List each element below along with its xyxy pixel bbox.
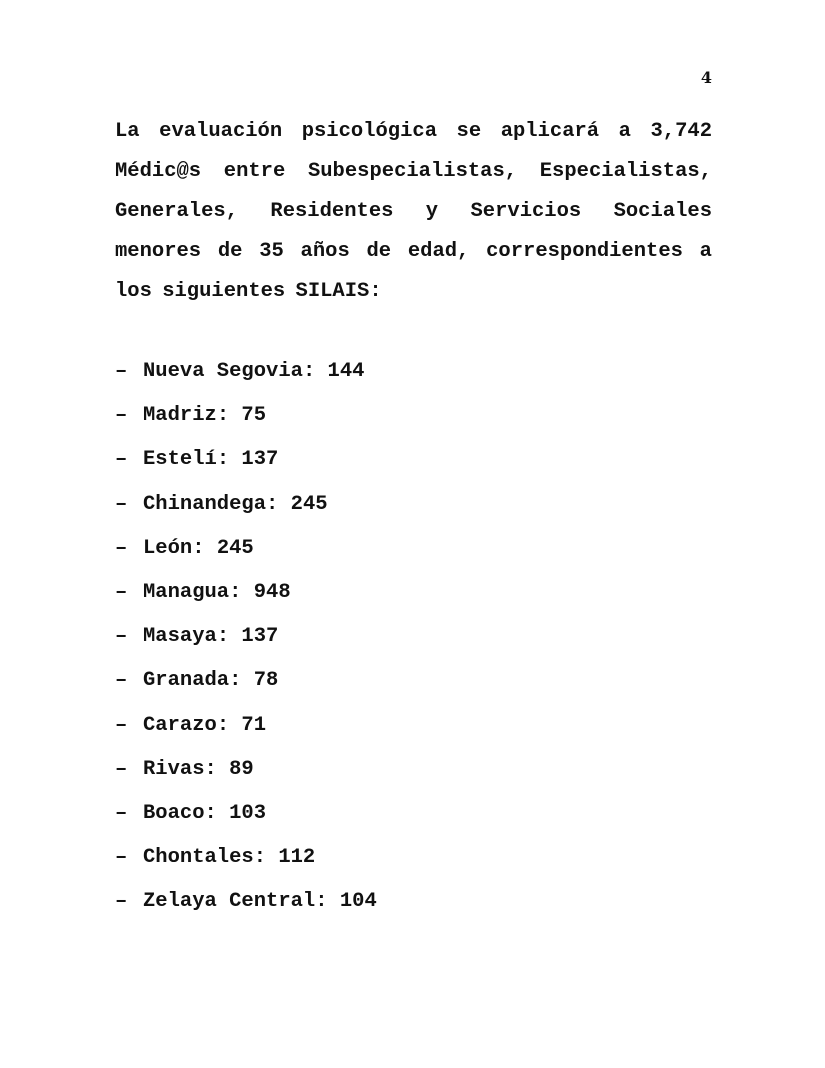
silais-count: 137	[241, 448, 279, 472]
list-item: – Madriz: 75	[115, 394, 712, 438]
silais-name: Managua	[143, 580, 230, 604]
list-bullet: –	[115, 360, 128, 383]
list-item: – Chontales: 112	[115, 836, 712, 880]
silais-count: 245	[290, 492, 328, 516]
list-bullet: –	[115, 801, 128, 825]
list-item: – Masaya: 137	[115, 615, 712, 659]
silais-name: Carazo	[143, 713, 217, 737]
silais-list	[115, 350, 712, 924]
list-item: – Granada: 78	[115, 659, 712, 703]
silais-name: Nueva Segovia	[143, 360, 303, 383]
list-bullet: –	[115, 492, 128, 516]
list-bullet: –	[115, 669, 128, 693]
silais-count: 245	[216, 536, 254, 560]
intro-paragraph: La evaluación psicológica se aplicará a 3,742 Médic@s entre Subespecialistas, Especialistas, Generales, Residentes y Servicios Sociales menores de 35 años de edad, correspondientes a los siguientes SILAIS:	[115, 120, 712, 303]
silais-name: Madriz	[143, 404, 217, 428]
list-item: – Zelaya Central: 104	[115, 880, 712, 924]
list-item: – Estelí: 137	[115, 438, 712, 482]
silais-count: 112	[278, 846, 316, 870]
document-body	[115, 112, 712, 924]
silais-count: 75	[241, 404, 267, 428]
list-item: – Nueva Segovia: 144	[115, 350, 712, 394]
silais-name: León	[143, 536, 193, 560]
silais-name: Chontales	[143, 846, 254, 870]
list-bullet: –	[115, 448, 128, 472]
page-number: 4	[700, 68, 712, 87]
list-item: – Boaco: 103	[115, 792, 712, 836]
list-bullet: –	[115, 890, 128, 914]
silais-name: Chinandega	[143, 492, 267, 516]
silais-name: Granada	[143, 669, 230, 693]
silais-count: 71	[241, 713, 267, 737]
silais-name: Estelí	[143, 448, 217, 472]
list-bullet: –	[115, 713, 128, 737]
list-bullet: –	[115, 757, 128, 781]
list-item: – Carazo: 71	[115, 704, 712, 748]
silais-count: 144	[327, 360, 365, 383]
silais-count: 137	[241, 625, 279, 649]
list-item: – Managua: 948	[115, 571, 712, 615]
list-item: – Chinandega: 245	[115, 483, 712, 527]
silais-count: 104	[339, 890, 377, 914]
silais-name: Zelaya Central	[143, 890, 316, 914]
silais-name: Boaco	[143, 801, 205, 825]
list-bullet: –	[115, 846, 128, 870]
silais-count: 103	[229, 801, 267, 825]
list-bullet: –	[115, 404, 128, 428]
list-item: – Rivas: 89	[115, 748, 712, 792]
silais-count: 89	[229, 757, 254, 781]
silais-count: 78	[253, 669, 279, 693]
silais-count: 948	[253, 580, 291, 604]
list-bullet: –	[115, 580, 128, 604]
silais-name: Rivas	[143, 757, 205, 781]
list-bullet: –	[115, 625, 128, 649]
list-bullet: –	[115, 536, 128, 560]
silais-name: Masaya	[143, 625, 217, 649]
list-item: – León: 245	[115, 527, 712, 571]
